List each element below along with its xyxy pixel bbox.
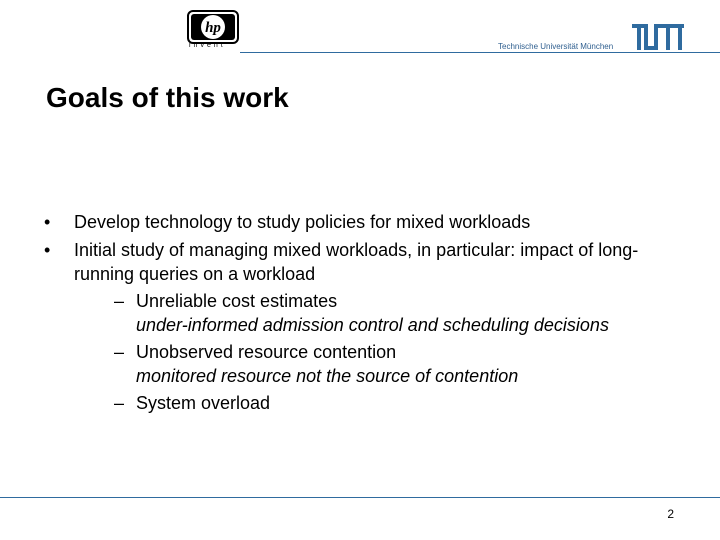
sub-bullet-text: System overload [136,393,271,413]
hp-tagline: invent [189,42,226,49]
bullet-dot-icon: • [44,240,51,260]
dash-icon: – [114,342,125,362]
sub-bullet-text: Unobserved resource contention [136,342,397,362]
bullet-text: Develop technology to study policies for mixed workloads [74,212,531,232]
page-number: 2 [667,507,674,521]
sub-bullet-item [74,391,694,415]
bullet-item [44,238,694,415]
dash-icon: – [114,393,125,413]
footer-divider [0,497,720,498]
tum-logo-icon [632,24,684,50]
dash-icon: – [114,291,125,311]
bullet-dot-icon: • [44,212,51,232]
tum-logo [632,24,684,55]
sub-bullet-item [74,289,694,337]
hp-logo-icon [186,10,242,44]
sub-bullet-text: Unreliable cost estimates [136,291,338,311]
sub-bullet-item [74,340,694,388]
bullet-list [44,210,694,419]
sub-bullet-note: monitored resource not the source of contention [136,366,519,386]
sub-bullet-note: under-informed admission control and scheduling decisions [136,315,609,335]
bullet-text: Initial study of managing mixed workloads, in particular: impact of long-running queries on a workload [74,240,639,284]
institution-name: Technische Universität München [498,42,614,51]
hp-logo-text: hp [205,20,221,36]
bullet-item [44,210,694,234]
slide-title: Goals of this work [46,82,289,113]
